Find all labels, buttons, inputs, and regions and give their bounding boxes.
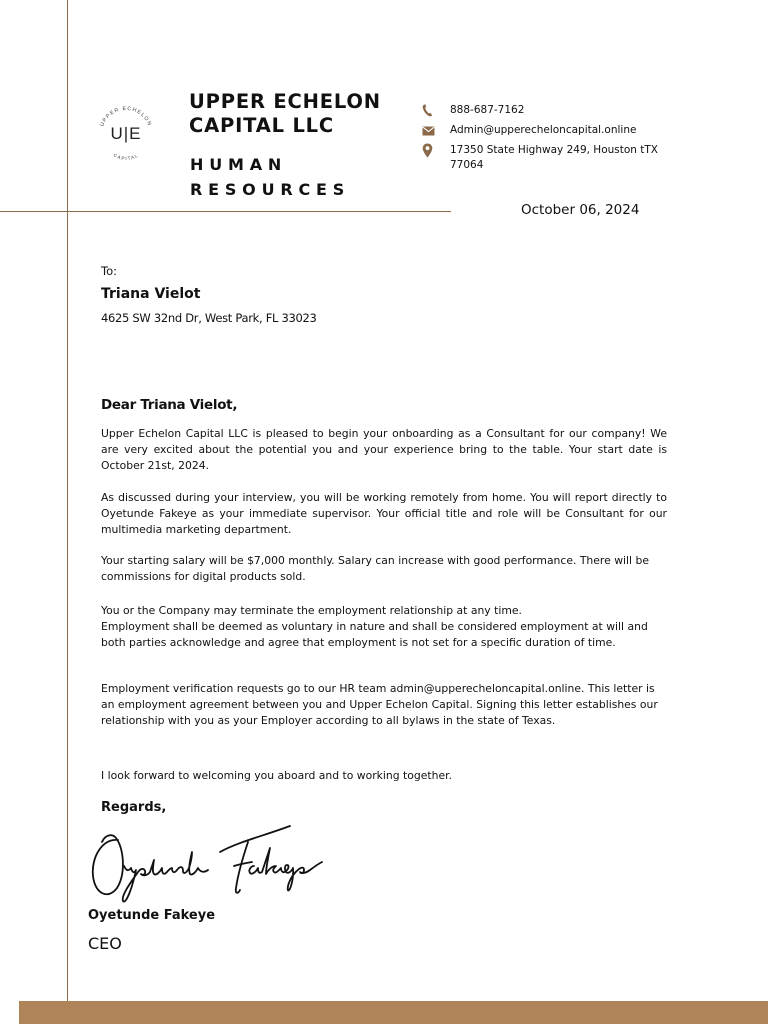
salutation: Dear Triana Vielot, <box>101 397 238 413</box>
location-pin-icon <box>422 143 450 158</box>
company-logo <box>94 102 158 166</box>
phone-number: 888-687-7162 <box>450 104 525 116</box>
logo-initials: U|E <box>110 124 142 143</box>
paragraph-termination: You or the Company may terminate the employment relationship at any time. Employment shall be deemed as voluntary in nature and shall be considered employment at will and both parties acknowledge and agree that employment is not set for a specific duration of time. <box>101 604 648 649</box>
department-name: HUMAN RESOURCES <box>190 155 351 199</box>
paragraph-role: As discussed during your interview, you will be working remotely from home. You will report directly to Oyetunde Fakeye as your immediate supervisor. Your official title and role will be Consultant for our multimedia marketing department. <box>101 491 667 536</box>
street-address: 17350 State Highway 249, Houston tTX 77064 <box>450 144 658 171</box>
phone-icon <box>422 103 450 118</box>
envelope-icon <box>422 123 450 138</box>
paragraph-intro: Upper Echelon Capital LLC is pleased to begin your onboarding as a Consultant for our company! We are very excited about the potential you and your experience bring to the table. Your start date is October 21st, 2024. <box>101 427 667 472</box>
signer-name: Oyetunde Fakeye <box>88 908 216 923</box>
handwritten-signature <box>88 818 328 908</box>
logo-ring-top-text: UPPER ECHELON <box>99 105 153 128</box>
paragraph-verification: Employment verification requests go to our HR team admin@upperecheloncapital.online. This letter is an employment agreement between you and Upper Echelon Capital. Signing this letter establishes our relationship with you as your Employer according to all bylaws in the state of Texas. <box>101 682 658 727</box>
closing-regards: Regards, <box>101 800 167 815</box>
paragraph-closing: I look forward to welcoming you aboard and to working together. <box>101 769 452 782</box>
contact-address <box>422 143 670 173</box>
email-address: Admin@upperecheloncapital.online <box>450 124 637 136</box>
recipient-address: 4625 SW 32nd Dr, West Park, FL 33023 <box>101 311 317 325</box>
logo-ring-bottom-text: CAPITAL <box>112 152 140 162</box>
contact-phone <box>422 103 670 118</box>
letter-date: October 06, 2024 <box>521 202 640 218</box>
signer-title: CEO <box>88 934 122 953</box>
contact-email <box>422 123 670 138</box>
recipient-name: Triana Vielot <box>101 286 201 302</box>
to-label: To: <box>101 264 117 278</box>
left-rule <box>67 0 68 1001</box>
company-name: UPPER ECHELON CAPITAL LLC <box>189 90 381 137</box>
header-rule <box>0 211 451 212</box>
footer-bar <box>19 1001 768 1024</box>
paragraph-salary: Your starting salary will be $7,000 monthly. Salary can increase with good performance. There will be commissions for digital products sold. <box>101 554 649 583</box>
